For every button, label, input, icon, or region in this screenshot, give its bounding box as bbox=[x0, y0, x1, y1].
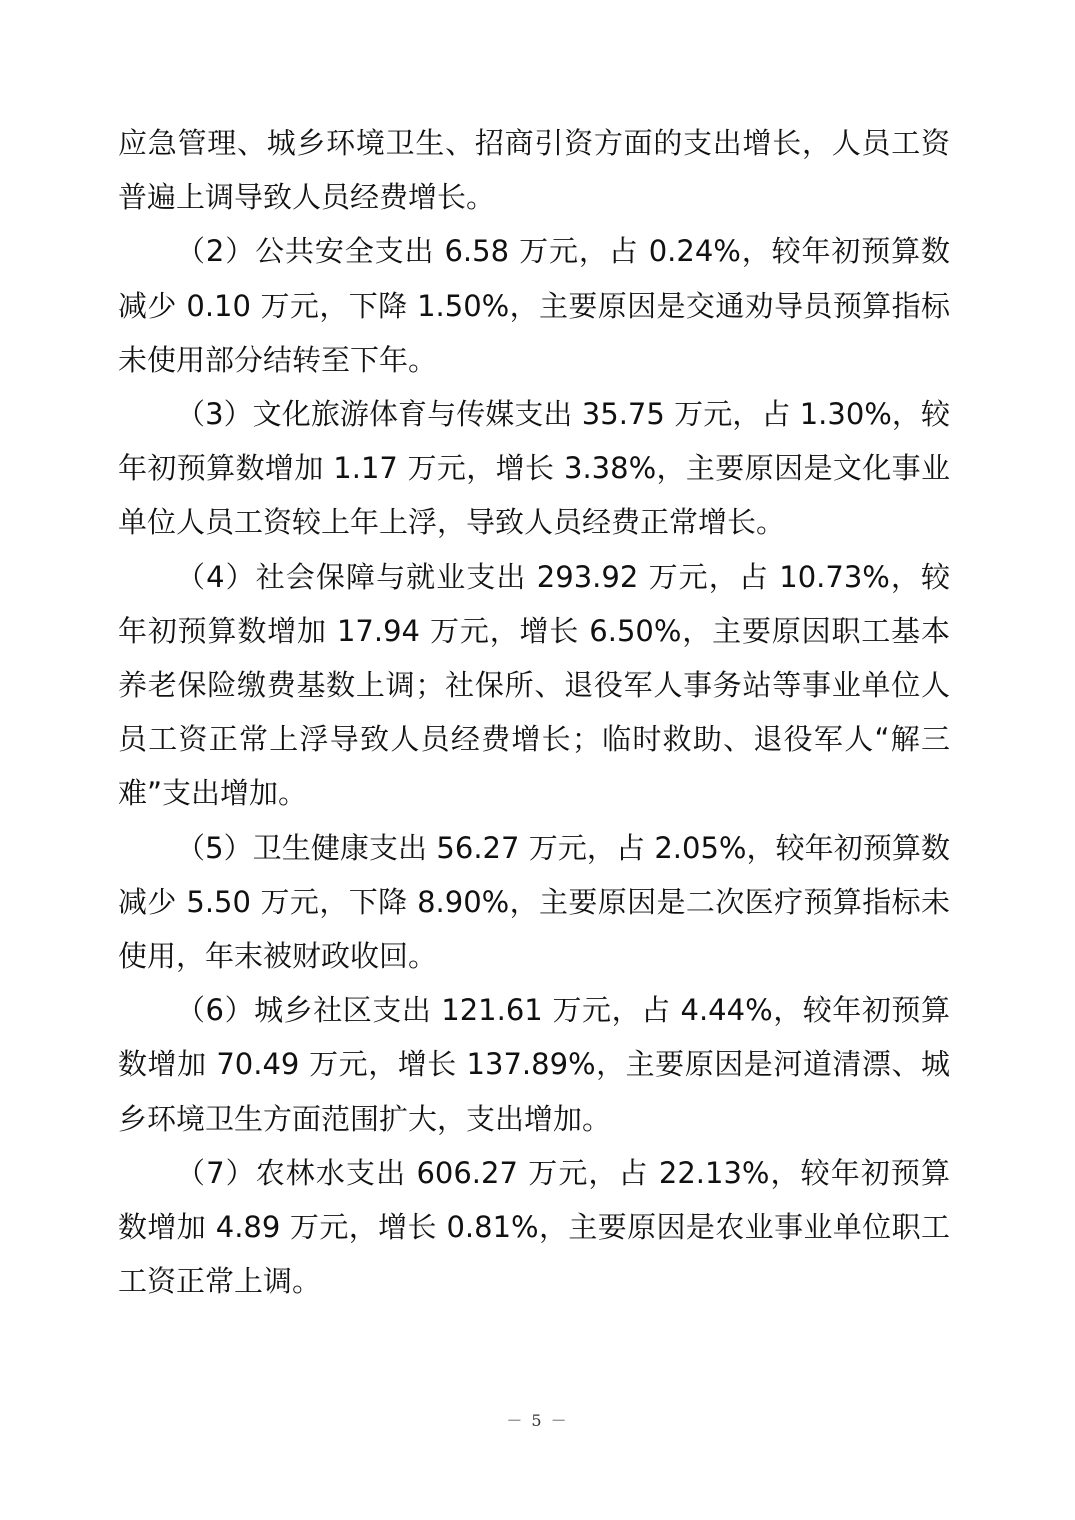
paragraph-social-security: （4）社会保障与就业支出 293.92 万元，占 10.73%，较年初预算数增加 17.94 万元，增长 6.50%，主要原因职工基本养老保险缴费基数上调；社保所、退役军人事务站等事业单位人员工资正常上浮导致人员经费增长；临时救助、退役军人“解三难”支出增加。 bbox=[118, 559, 950, 811]
document-body bbox=[118, 116, 950, 1308]
paragraph-public-security: （2）公共安全支出 6.58 万元，占 0.24%，较年初预算数减少 0.10 万元，下降 1.50%，主要原因是交通劝导员预算指标未使用部分结转至下年。 bbox=[118, 234, 950, 377]
page-number: － 5 － bbox=[506, 1411, 569, 1430]
paragraph-continuation: 应急管理、城乡环境卫生、招商引资方面的支出增长，人员工资普遍上调导致人员经费增长。 bbox=[118, 126, 950, 215]
paragraph-urban-rural-community: （6）城乡社区支出 121.61 万元，占 4.44%，较年初预算数增加 70.49 万元，增长 137.89%，主要原因是河道清漂、城乡环境卫生方面范围扩大，支出增加。 bbox=[118, 993, 950, 1136]
paragraph-health: （5）卫生健康支出 56.27 万元，占 2.05%，较年初预算数减少 5.50 万元，下降 8.90%，主要原因是二次医疗预算指标未使用，年末被财政收回。 bbox=[118, 830, 950, 974]
paragraph-agriculture-forestry-water: （7）农林水支出 606.27 万元，占 22.13%，较年初预算数增加 4.89 万元，增长 0.81%，主要原因是农业事业单位职工工资正常上调。 bbox=[118, 1155, 950, 1299]
paragraph-culture-tourism: （3）文化旅游体育与传媒支出 35.75 万元，占 1.30%，较年初预算数增加 1.17 万元，增长 3.38%，主要原因是文化事业单位人员工资较上年上浮，导致人员经费正常增长。 bbox=[118, 397, 950, 540]
